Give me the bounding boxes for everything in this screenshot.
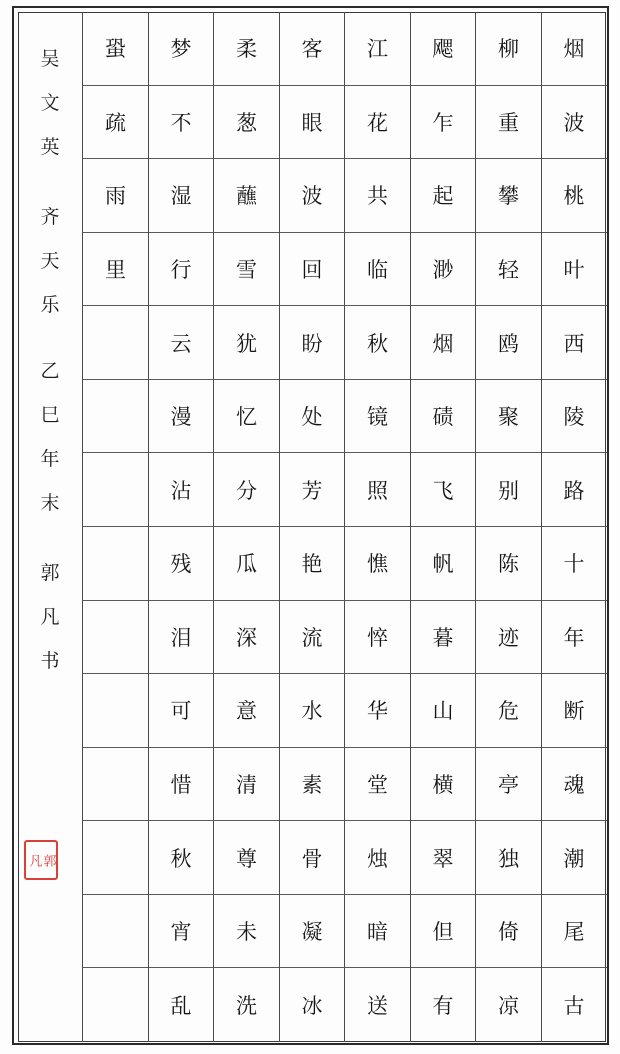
grid-cell: 悴 [345,601,410,675]
grid-cell: 乍 [411,86,476,160]
grid-cell [83,601,148,675]
grid-cell: 艳 [280,527,345,601]
grid-cell: 堂 [345,748,410,822]
grid-cell: 渺 [411,233,476,307]
signature-char: 乐 [40,294,60,316]
grid-cell: 鸥 [476,306,541,380]
signature-char: 郭 [40,562,60,584]
grid-cell: 山 [411,674,476,748]
signature-char: 巳 [40,404,60,426]
grid-cell: 骨 [280,821,345,895]
grid-cell: 倚 [476,895,541,969]
grid-cell: 烟 [411,306,476,380]
grid-cell: 芳 [280,453,345,527]
grid-cell [83,895,148,969]
grid-column-1 [541,12,607,1042]
grid-cell [83,821,148,895]
grid-cell: 陈 [476,527,541,601]
grid-column-5 [279,12,345,1042]
grid-cell: 柔 [214,12,279,86]
grid-cell: 暮 [411,601,476,675]
grid-cell: 漫 [149,380,214,454]
grid-cell: 秋 [149,821,214,895]
signature-char: 吴 [40,48,60,70]
grid-cell: 冰 [301,994,323,1019]
grid-cell: 十 [542,527,607,601]
grid-cell: 蛩 [83,12,148,86]
grid-cell: 别 [476,453,541,527]
grid-cell [83,748,148,822]
grid-cell: 桃 [542,159,607,233]
grid-cell: 憔 [345,527,410,601]
grid-cell [83,968,148,1042]
grid-cell: 葱 [214,86,279,160]
grid-cell: 危 [476,674,541,748]
grid-cell: 不 [149,86,214,160]
grid-cell: 忆 [214,380,279,454]
grid-cell [83,380,148,454]
grid-cell: 凝 [280,895,345,969]
grid-cell: 可 [149,674,214,748]
grid-cell: 翠 [411,821,476,895]
grid-cell: 蘸 [214,159,279,233]
grid-column-7 [148,12,214,1042]
grid-column-6 [213,12,279,1042]
grid-cell: 亭 [476,748,541,822]
grid-cell: 江 [345,12,410,86]
signature-char: 书 [40,650,60,672]
red-seal-stamp [24,840,58,880]
grid-cell: 清 [214,748,279,822]
grid-cell: 横 [411,748,476,822]
grid-cell: 陵 [542,380,607,454]
grid-cell: 烟 [542,12,607,86]
grid-cell: 照 [345,453,410,527]
signature-char: 齐 [40,206,60,228]
grid-cell: 瓜 [214,527,279,601]
grid-cell: 盼 [280,306,345,380]
grid-cell: 起 [411,159,476,233]
grid-cell: 独 [476,821,541,895]
grid-cell: 素 [280,748,345,822]
grid-cell: 年 [542,601,607,675]
grid-column-3 [410,12,476,1042]
grid-cell: 乱 [170,994,192,1019]
grid-cell: 惜 [149,748,214,822]
grid-cell: 泪 [149,601,214,675]
grid-cell: 潮 [542,821,607,895]
grid-cell: 叶 [542,233,607,307]
grid-cell: 深 [214,601,279,675]
grid-column-2 [475,12,541,1042]
signature-char: 文 [40,92,60,114]
grid-cell: 梦 [149,12,214,86]
grid-cell [83,527,148,601]
signature-column [18,12,82,1042]
grid-cell: 湿 [149,159,214,233]
seal-char: 郭 [40,853,56,867]
grid-cell: 重 [476,86,541,160]
grid-cell: 但 [411,895,476,969]
grid-cell [83,674,148,748]
grid-cell: 有 [432,994,454,1019]
grid-cell: 华 [345,674,410,748]
signature-char: 年 [40,448,60,470]
character-grid [82,12,606,1042]
grid-cell: 攀 [476,159,541,233]
grid-cell [83,453,148,527]
grid-cell: 波 [280,159,345,233]
signature-char: 末 [40,492,60,514]
grid-cell: 碛 [411,380,476,454]
grid-cell: 柳 [476,12,541,86]
grid-cell: 路 [542,453,607,527]
grid-cell: 尾 [542,895,607,969]
signature-char: 凡 [40,606,60,628]
grid-cell: 宵 [149,895,214,969]
grid-cell: 镜 [345,380,410,454]
grid-cell: 沾 [149,453,214,527]
grid-cell: 断 [542,674,607,748]
grid-cell: 秋 [345,306,410,380]
grid-cell: 尊 [214,821,279,895]
grid-cell: 雪 [214,233,279,307]
seal-char: 凡 [26,853,42,867]
grid-cell: 轻 [476,233,541,307]
grid-cell: 云 [149,306,214,380]
grid-cell: 波 [542,86,607,160]
signature-char: 天 [40,250,60,272]
grid-cell [83,306,148,380]
grid-cell: 意 [214,674,279,748]
grid-cell: 聚 [476,380,541,454]
grid-cell: 烛 [345,821,410,895]
grid-cell: 临 [345,233,410,307]
signature-char: 乙 [40,360,60,382]
grid-cell: 回 [280,233,345,307]
grid-cell: 古 [563,994,585,1019]
grid-column-4 [344,12,410,1042]
grid-cell: 处 [280,380,345,454]
grid-cell: 洗 [236,994,257,1019]
grid-cell: 迹 [476,601,541,675]
grid-cell: 帆 [411,527,476,601]
grid-cell: 疏 [83,86,148,160]
grid-cell: 流 [280,601,345,675]
grid-cell: 飞 [411,453,476,527]
grid-cell: 雨 [83,159,148,233]
signature-char: 英 [40,136,60,158]
grid-cell: 犹 [214,306,279,380]
grid-column-8 [82,12,148,1042]
grid-cell: 飔 [411,12,476,86]
grid-cell: 分 [214,453,279,527]
grid-cell: 水 [280,674,345,748]
grid-cell: 残 [149,527,214,601]
grid-cell: 未 [214,895,279,969]
grid-cell: 魂 [542,748,607,822]
grid-cell: 行 [149,233,214,307]
grid-cell: 凉 [498,994,519,1019]
grid-cell: 眼 [280,86,345,160]
grid-cell: 暗 [345,895,410,969]
grid-cell: 客 [280,12,345,86]
grid-cell: 送 [367,994,388,1019]
grid-cell: 花 [345,86,410,160]
grid-cell: 里 [83,233,148,307]
grid-cell: 共 [345,159,410,233]
grid-cell: 西 [542,306,607,380]
